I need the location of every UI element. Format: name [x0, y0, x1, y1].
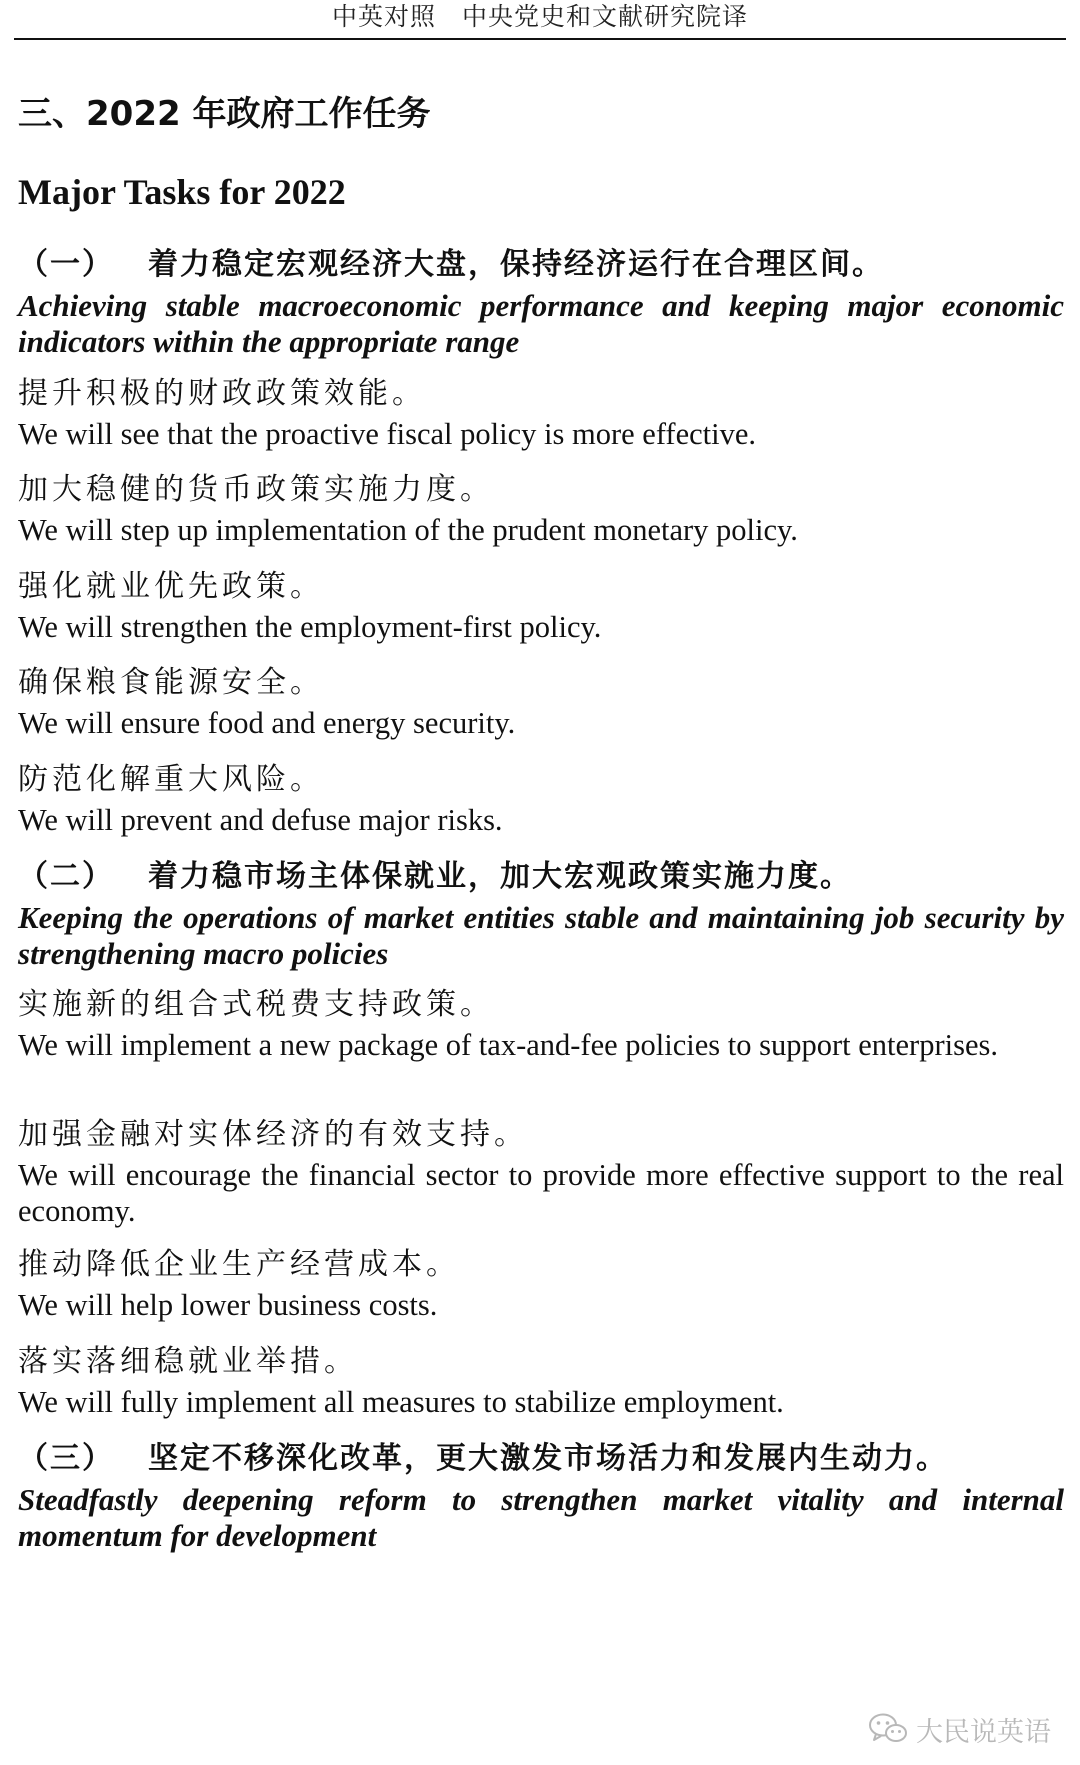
part-title-en: Steadfastly deepening reform to strengthen market vitality and internal momentum for development	[18, 1482, 1064, 1553]
list-item	[18, 1243, 1064, 1323]
part-number: （一）	[18, 247, 114, 282]
part-title-en: Achieving stable macroeconomic performance and keeping major economic indicators within the appropriate range	[18, 288, 1064, 359]
part-title-zh: 坚定不移深化改革，更大激发市场活力和发展内生动力。	[148, 1441, 948, 1476]
item-en: We will prevent and defuse major risks.	[18, 803, 503, 837]
list-item	[18, 983, 1064, 1063]
item-en: We will fully implement all measures to stabilize employment.	[18, 1385, 784, 1419]
section-title-zh: 三、2022 年政府工作任务	[18, 94, 431, 134]
item-zh: 防范化解重大风险。	[18, 762, 324, 797]
header-divider	[14, 38, 1066, 40]
item-zh: 落实落细稳就业举措。	[18, 1344, 358, 1379]
list-item	[18, 1113, 1064, 1229]
list-item	[18, 758, 1064, 838]
item-en: We will step up implementation of the prudent monetary policy.	[18, 513, 798, 547]
part-heading-1	[18, 244, 1064, 360]
part-heading-zh	[18, 244, 1064, 286]
item-en: We will encourage the financial sector to provide more effective support to the real economy.	[18, 1158, 1064, 1228]
item-en: We will implement a new package of tax-and-fee policies to support enterprises.	[18, 1028, 998, 1062]
list-item	[18, 468, 1064, 548]
list-item	[18, 372, 1064, 452]
item-zh: 强化就业优先政策。	[18, 569, 324, 604]
part-number: （二）	[18, 859, 114, 894]
part-title-zh: 着力稳定宏观经济大盘，保持经济运行在合理区间。	[148, 247, 884, 282]
part-heading-3	[18, 1438, 1064, 1554]
part-heading-2	[18, 856, 1064, 972]
item-zh: 实施新的组合式税费支持政策。	[18, 987, 494, 1022]
wechat-icon	[868, 1712, 908, 1746]
item-zh: 加强金融对实体经济的有效支持。	[18, 1117, 528, 1152]
part-title-en: Keeping the operations of market entities stable and maintaining job security by strengthening macro policies	[18, 900, 1064, 971]
list-item	[18, 661, 1064, 741]
item-en: We will strengthen the employment-first policy.	[18, 610, 602, 644]
watermark	[868, 1707, 1051, 1751]
item-en: We will see that the proactive fiscal policy is more effective.	[18, 417, 757, 451]
item-en: We will help lower business costs.	[18, 1288, 438, 1322]
watermark-text: 大民说英语	[916, 1716, 1051, 1748]
item-zh: 提升积极的财政政策效能。	[18, 376, 426, 411]
part-heading-zh	[18, 1438, 1064, 1480]
section-title-en: Major Tasks for 2022	[18, 172, 346, 212]
part-heading-zh	[18, 856, 1064, 898]
item-zh: 确保粮食能源安全。	[18, 665, 324, 700]
part-title-zh: 着力稳市场主体保就业，加大宏观政策实施力度。	[148, 859, 852, 894]
running-header: 中英对照 中央党史和文献研究院译	[331, 2, 748, 31]
part-number: （三）	[18, 1441, 114, 1476]
item-en: We will ensure food and energy security.	[18, 706, 516, 740]
item-zh: 加大稳健的货币政策实施力度。	[18, 472, 494, 507]
list-item	[18, 565, 1064, 645]
item-zh: 推动降低企业生产经营成本。	[18, 1247, 460, 1282]
list-item	[18, 1340, 1064, 1420]
